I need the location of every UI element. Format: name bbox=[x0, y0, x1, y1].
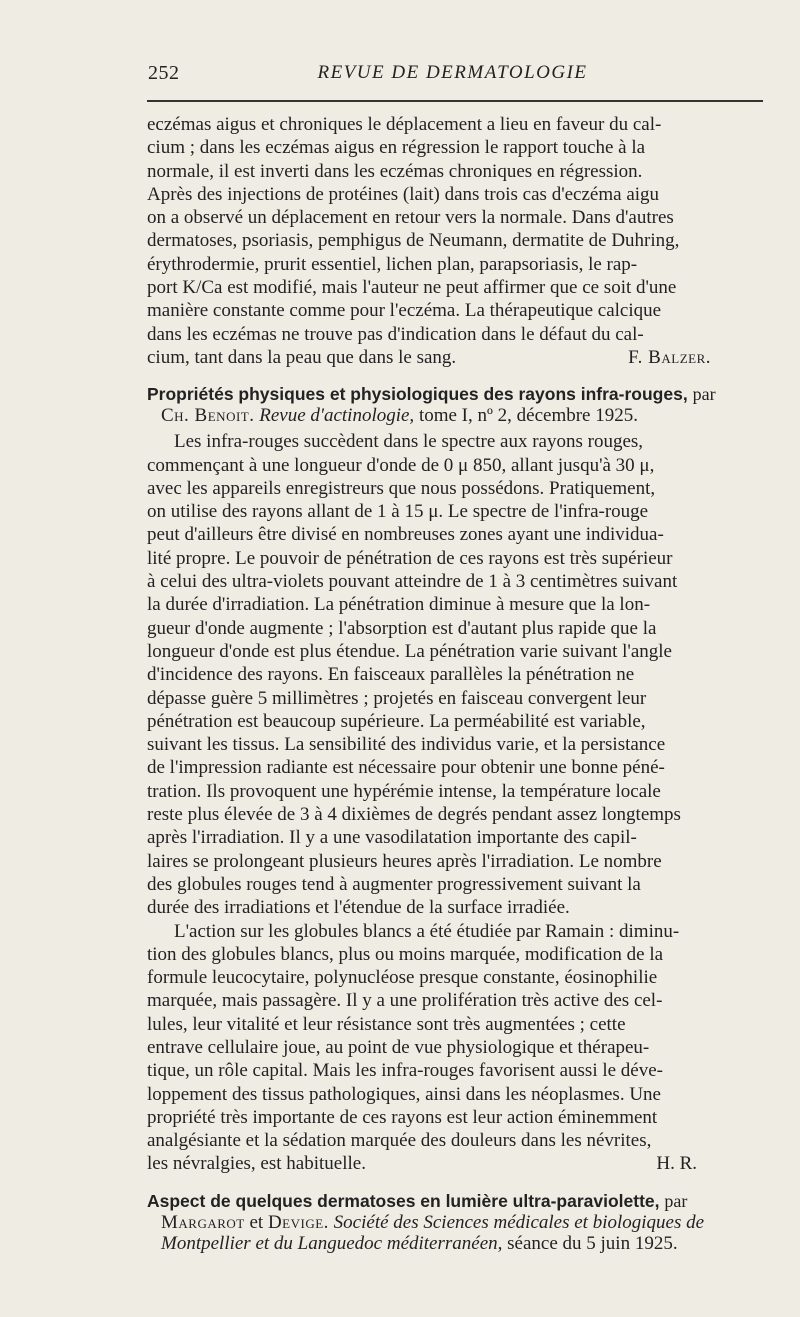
article-title-text: Propriétés physiques et physiologiques des rayons infra-rouges, bbox=[147, 384, 688, 405]
text-line: la durée d'irradiation. La pénétration diminue à mesure que la lon- bbox=[147, 594, 651, 616]
text-line: laires se prolongeant plusieurs heures après l'irradiation. Le nombre bbox=[147, 850, 662, 872]
text-line: après l'irradiation. Il y a une vasodilatation importante des capil- bbox=[147, 827, 637, 849]
journal-name: Montpellier et du Languedoc méditerranéen, bbox=[161, 1232, 503, 1254]
text-line: d'incidence des rayons. En faisceaux parallèles la pénétration ne bbox=[147, 664, 635, 686]
text-line: avec les appareils enregistreurs que nous possédons. Pratiquement, bbox=[147, 477, 656, 499]
text-line: peut d'ailleurs être divisé en nombreuses zones ayant une individua- bbox=[147, 524, 664, 546]
text-line: dépasse guère 5 millimètres ; projetés en faisceau convergent leur bbox=[147, 687, 647, 709]
text-line: loppement des tissus pathologiques, ainsi dans les néoplasmes. Une bbox=[147, 1083, 661, 1105]
text-line: pénétration est beaucoup supérieure. La perméabilité est variable, bbox=[147, 710, 646, 732]
text-line: propriété très importante de ces rayons est leur action éminemment bbox=[147, 1106, 658, 1128]
article-title bbox=[147, 383, 767, 405]
text-line: lules, leur vitalité et leur résistance sont très augmentées ; cette bbox=[147, 1013, 626, 1035]
conjunction: et bbox=[249, 1211, 264, 1233]
text-line: normale, il est inverti dans les eczémas chroniques en régression. bbox=[147, 160, 643, 182]
author-name: Devige. bbox=[267, 1211, 329, 1233]
text-line: tration. Ils provoquent une hypérémie intense, la température locale bbox=[147, 780, 661, 802]
section1-text bbox=[147, 113, 767, 369]
text-line: commençant à une longueur d'onde de 0 μ 850, allant jusqu'à 30 μ, bbox=[147, 454, 655, 476]
article-title bbox=[147, 1190, 767, 1212]
text-line: Après des injections de protéines (lait) dans trois cas d'eczéma aigu bbox=[147, 183, 660, 205]
text-line: les névralgies, est habituelle. bbox=[147, 1153, 366, 1175]
text-line: gueur d'onde augmente ; l'absorption est d'autant plus rapide que la bbox=[147, 617, 657, 639]
signature: F. Balzer. bbox=[628, 346, 711, 368]
text-line: eczémas aigus et chroniques le déplacement a lieu en faveur du cal- bbox=[147, 114, 662, 135]
text-line: manière constante comme pour l'eczéma. La thérapeutique calcique bbox=[147, 300, 662, 322]
text-line: des globules rouges tend à augmenter progressivement suivant la bbox=[147, 873, 641, 895]
text-line: L'action sur les globules blancs a été étudiée par Ramain : diminu- bbox=[174, 920, 680, 942]
page-number: 252 bbox=[148, 62, 180, 84]
text-line: port K/Ca est modifié, mais l'auteur ne peut affirmer que ce soit d'une bbox=[147, 277, 677, 299]
signature-line bbox=[147, 346, 767, 369]
text-line: Les infra-rouges succèdent dans le spectre aux rayons rouges, bbox=[174, 431, 644, 453]
text-line: reste plus élevée de 3 à 4 dixièmes de degrés pendant assez longtemps bbox=[147, 804, 681, 826]
text-line: cium, tant dans la peau que dans le sang. bbox=[147, 346, 457, 368]
page-header bbox=[140, 62, 765, 90]
text-line: cium ; dans les eczémas aigus en régression le rapport touche à la bbox=[147, 137, 646, 159]
journal-name: Société des Sciences médicales et biologiques de bbox=[333, 1211, 705, 1233]
text-line: tion des globules blancs, plus ou moins marquée, modification de la bbox=[147, 943, 664, 965]
citation-details: tome I, nº 2, décembre 1925. bbox=[418, 405, 638, 427]
journal-name: Revue d'actinologie, bbox=[259, 405, 415, 427]
text-line: longueur d'onde est plus étendue. La pénétration varie suivant l'angle bbox=[147, 640, 672, 662]
body-text bbox=[147, 113, 767, 1258]
article2-paragraph2 bbox=[147, 920, 767, 1176]
author-name: Margarot bbox=[161, 1211, 245, 1233]
citation-details: séance du 5 juin 1925. bbox=[507, 1232, 678, 1254]
text-line: à celui des ultra-violets pouvant atteindre de 1 à 3 centimètres suivant bbox=[147, 571, 678, 593]
text-line: suivant les tissus. La sensibilité des individus varie, et la persistance bbox=[147, 734, 666, 756]
article-citation bbox=[147, 405, 767, 426]
text-line: de l'impression radiante est nécessaire pour obtenir une bonne péné- bbox=[147, 757, 665, 779]
signature-line bbox=[147, 1152, 767, 1175]
article-title-text: Aspect de quelques dermatoses en lumière ultra-paraviolette, bbox=[147, 1190, 660, 1211]
text-line: érythrodermie, prurit essentiel, lichen plan, parapsoriasis, le rap- bbox=[147, 253, 638, 275]
text-line: on utilise des rayons allant de 1 à 15 μ. Le spectre de l'infra-rouge bbox=[147, 501, 649, 523]
article2-paragraph1 bbox=[147, 430, 767, 919]
text-line: analgésiante et la sédation marquée des douleurs dans les névrites, bbox=[147, 1130, 652, 1152]
text-line: on a observé un déplacement en retour vers la normale. Dans d'autres bbox=[147, 207, 674, 229]
par-word: par bbox=[664, 1190, 688, 1211]
text-line: dermatoses, psoriasis, pemphigus de Neumann, dermatite de Duhring, bbox=[147, 230, 680, 252]
text-line: dans les eczémas ne trouve pas d'indication dans le défaut du cal- bbox=[147, 323, 644, 345]
text-line: lité propre. Le pouvoir de pénétration de ces rayons est très supérieur bbox=[147, 547, 673, 569]
article-citation bbox=[147, 1212, 767, 1254]
text-line: durée des irradiations et l'étendue de la surface irradiée. bbox=[147, 897, 570, 919]
par-word: par bbox=[692, 384, 716, 405]
text-line: formule leucocytaire, polynucléose presque constante, éosinophilie bbox=[147, 967, 658, 989]
text-line: marquée, mais passagère. Il y a une prolifération très active des cel- bbox=[147, 990, 663, 1012]
text-line: tique, un rôle capital. Mais les infra-rouges favorisent aussi le déve- bbox=[147, 1060, 663, 1082]
text-line: entrave cellulaire joue, au point de vue physiologique et thérapeu- bbox=[147, 1036, 650, 1058]
author-name: Ch. Benoit. bbox=[161, 405, 255, 427]
header-rule bbox=[147, 100, 763, 102]
signature: H. R. bbox=[656, 1153, 697, 1175]
running-head: REVUE DE DERMATOLOGIE bbox=[317, 62, 588, 83]
